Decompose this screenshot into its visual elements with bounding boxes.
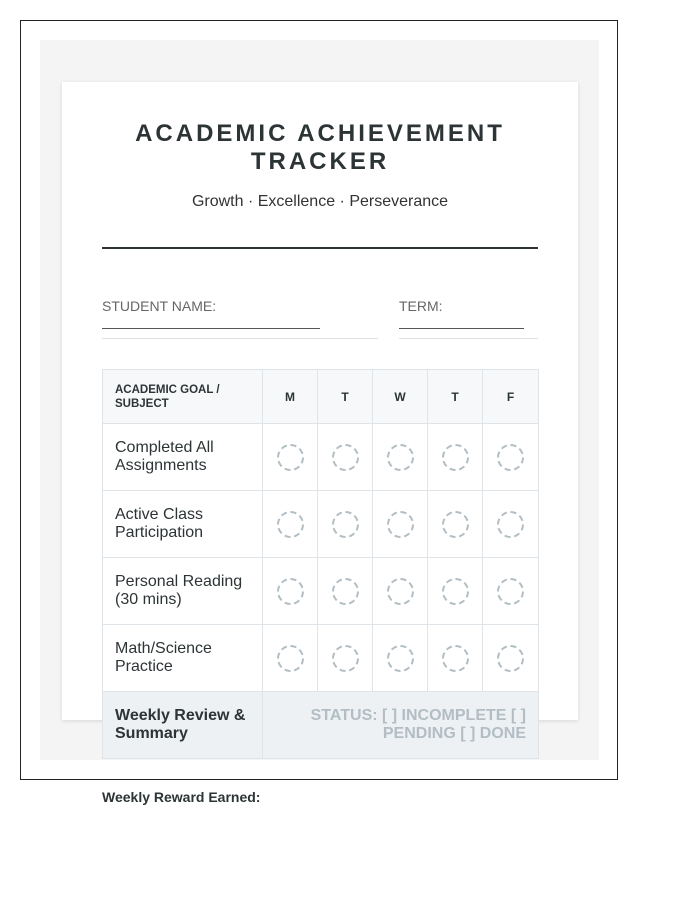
table-row (103, 625, 539, 692)
checkbox-circle-icon[interactable] (332, 511, 359, 538)
summary-label: Weekly Review & Summary (103, 692, 263, 759)
table-row (103, 491, 539, 558)
goal-label: Active Class Participation (103, 491, 263, 558)
checkbox-circle-icon[interactable] (332, 645, 359, 672)
checkbox-circle-icon[interactable] (277, 578, 304, 605)
weekly-reward-label: Weekly Reward Earned: (102, 789, 261, 805)
checkbox-circle-icon[interactable] (497, 578, 524, 605)
page-subtitle: Growth · Excellence · Perseverance (191, 193, 449, 210)
page-title: ACADEMIC ACHIEVEMENT TRACKER (135, 120, 505, 175)
checkbox-circle-icon[interactable] (277, 645, 304, 672)
term-underline (399, 338, 538, 339)
checkbox-circle-icon[interactable] (387, 578, 414, 605)
checkbox-circle-icon[interactable] (277, 511, 304, 538)
checkbox-circle-icon[interactable] (387, 511, 414, 538)
day-header-tue: T (318, 370, 373, 424)
table-header-row (103, 370, 539, 424)
checkbox-circle-icon[interactable] (277, 444, 304, 471)
header-divider (102, 247, 538, 249)
checkbox-circle-icon[interactable] (497, 444, 524, 471)
checkbox-circle-icon[interactable] (442, 578, 469, 605)
checkbox-circle-icon[interactable] (387, 444, 414, 471)
status-options: STATUS: [ ] INCOMPLETE [ ] PENDING [ ] DONE (263, 692, 539, 759)
goal-label: Completed All Assignments (103, 424, 263, 491)
day-header-fri: F (483, 370, 539, 424)
student-name-underline (102, 338, 378, 339)
checkbox-circle-icon[interactable] (442, 444, 469, 471)
goal-label: Math/Science Practice (103, 625, 263, 692)
student-name-field[interactable] (102, 328, 320, 329)
student-name-label: STUDENT NAME: (102, 298, 217, 314)
checkbox-circle-icon[interactable] (497, 645, 524, 672)
checkbox-circle-icon[interactable] (387, 645, 414, 672)
day-header-mon: M (263, 370, 318, 424)
term-label: TERM: (399, 298, 443, 314)
checkbox-circle-icon[interactable] (442, 511, 469, 538)
checkbox-circle-icon[interactable] (332, 578, 359, 605)
summary-row (103, 692, 539, 759)
table-row (103, 424, 539, 491)
checkbox-circle-icon[interactable] (332, 444, 359, 471)
table-row (103, 558, 539, 625)
day-header-thu: T (428, 370, 483, 424)
goal-label: Personal Reading (30 mins) (103, 558, 263, 625)
term-field[interactable] (399, 328, 524, 329)
checkbox-circle-icon[interactable] (442, 645, 469, 672)
goal-tracker-table (102, 369, 539, 759)
day-header-wed: W (373, 370, 428, 424)
checkbox-circle-icon[interactable] (497, 511, 524, 538)
goal-column-header: ACADEMIC GOAL / SUBJECT (103, 370, 263, 424)
